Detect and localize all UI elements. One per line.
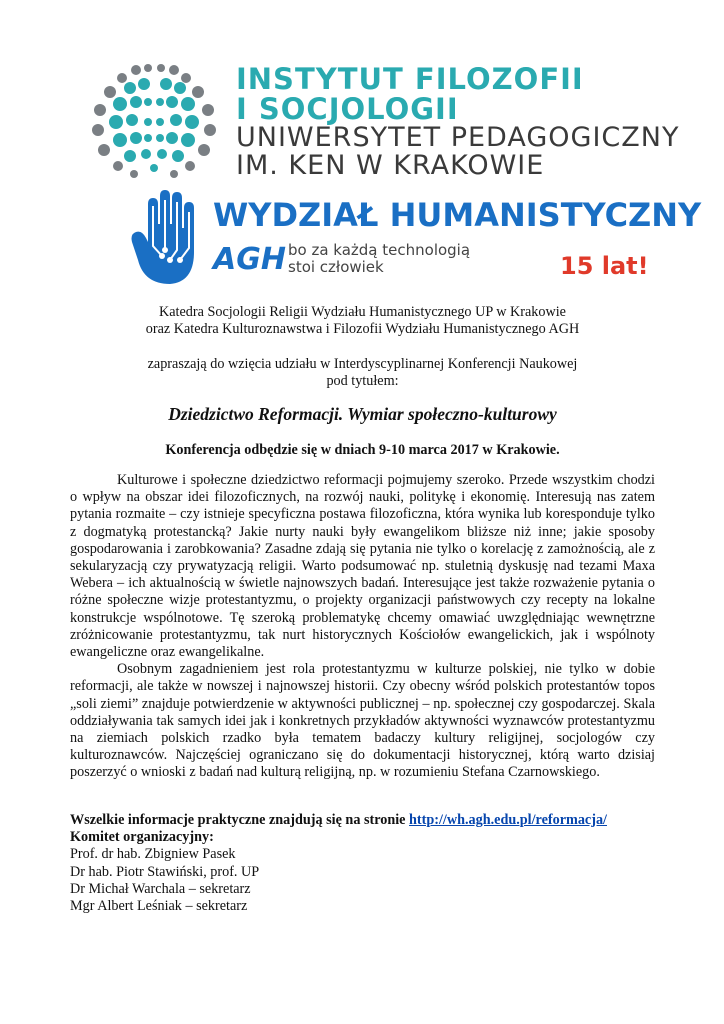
organizer-line-1: Katedra Socjologii Religii Wydziału Humanistycznego UP w Krakowie bbox=[159, 304, 566, 320]
conference-link[interactable]: http://wh.agh.edu.pl/reformacja/ bbox=[409, 812, 607, 828]
committee-member: Dr Michał Warchala – sekretarz bbox=[70, 880, 251, 897]
invitation bbox=[70, 356, 655, 390]
committee-heading: Komitet organizacyjny: bbox=[70, 829, 214, 846]
invitation-line-1: zapraszają do wzięcia udziału w Interdyscyplinarnej Konferencji Naukowej bbox=[147, 356, 578, 372]
info-line bbox=[70, 812, 655, 829]
agh-faculty-logo bbox=[130, 190, 702, 300]
info-label: Wszelkie informacje praktyczne znajdują się na stronie bbox=[70, 812, 406, 828]
committee-member: Mgr Albert Leśniak – sekretarz bbox=[70, 898, 248, 915]
faculty-name: WYDZIAŁ HUMANISTYCZNY bbox=[213, 196, 702, 234]
anniversary-badge: 15 lat! bbox=[560, 252, 649, 280]
institute-line-2: I SOCJOLOGII bbox=[236, 92, 459, 126]
committee-member: Dr hab. Piotr Stawiński, prof. UP bbox=[70, 863, 260, 880]
paragraph-2: Osobnym zagadnieniem jest rola protestantyzmu w kulturze polskiej, nie tylko w dobie reformacji, ale także w nowszej i najnowszej historii. Czy obecny wśród polskich protestantów topos „soli ziemi” znajduje potwierdzenie w aktywności publicznej – np. społecznej czy gospodarczej. Skala oddziaływania tak samych idei jak i konkretnych przykładów aktywności wyznawców protestantyzmu na ziemiach polskich rzadko była tematem badaczy kultury religijnej, socjologów czy kulturoznawców. Najczęściej ograniczano się do dokumentacji historycznej, którą warto dzisiaj poszerzyć o wnioski z badań nad kulturą religijną, np. w rozumieniu Stefana Czarnowskiego. bbox=[70, 661, 655, 781]
institute-name bbox=[236, 64, 584, 124]
hand-circuit-icon bbox=[130, 190, 210, 290]
agh-wordmark: AGH bbox=[213, 242, 286, 277]
university-line-1: UNIWERSYTET PEDAGOGICZNY bbox=[236, 122, 680, 153]
organizer-line-2: oraz Katedra Kulturoznawstwa i Filozofii Wydziału Humanistycznego AGH bbox=[145, 321, 580, 338]
invitation-line-2: pod tytułem: bbox=[326, 373, 399, 390]
institute-line-1: INSTYTUT FILOZOFII bbox=[236, 62, 584, 96]
university-name bbox=[236, 124, 679, 180]
agh-tagline bbox=[288, 242, 470, 276]
organizers bbox=[70, 304, 655, 338]
tagline-line-1: bo za każdą technologią bbox=[288, 241, 471, 259]
university-line-2: IM. KEN W KRAKOWIE bbox=[236, 150, 545, 181]
conference-title: Dziedzictwo Reformacji. Wymiar społeczno-kulturowy bbox=[168, 404, 557, 424]
committee-member: Prof. dr hab. Zbigniew Pasek bbox=[70, 846, 236, 863]
brain-dots-icon bbox=[86, 62, 226, 182]
paragraph-1: Kulturowe i społeczne dziedzictwo reformacji pojmujemy szeroko. Przede wszystkim chodzi o wpływ na obszar idei filozoficznych, na rozwój nauki, politykę i ekonomię. Interesują nas zatem pytania rozmaite – czy istnieje specyficzna postawa filozoficzna, która wynika lub koresponduje tylko z dogmatyką protestancką? Jakie nurty nauki były ewangelikom bliższe niż inne; jakie sposoby gospodarowania i zarobkowania? Zasadne zdają się pytania nie tylko o korelację z zamożnością, ale z sekularyzacją czy prywatyzacją religii. Warto podsumować np. stuletnią dyskusję nad tezami Maxa Webera – ich aktualnością w świetle najnowszych badań. Interesujące jest także rozważenie pytania o różne społeczne wizje protestantyzmu, o projekty organizacji państwowych czy recepty na lokalne konstrukcje wspólnotowe. Tę szeroką problematykę chcemy omawiać uwzględniając wewnętrzne zróżnicowanie protestantyzmu, tak nurt historycznych Kościołów ewangelickich, jak i wspólnoty ewangeliczne oraz ewangelikalne. bbox=[70, 472, 655, 661]
ifs-up-logo bbox=[86, 62, 680, 182]
body-text bbox=[70, 472, 655, 782]
conference-dates: Konferencja odbędzie się w dniach 9-10 marca 2017 w Krakowie. bbox=[165, 442, 560, 458]
footer-info bbox=[70, 812, 655, 915]
tagline-line-2: stoi człowiek bbox=[288, 258, 384, 276]
